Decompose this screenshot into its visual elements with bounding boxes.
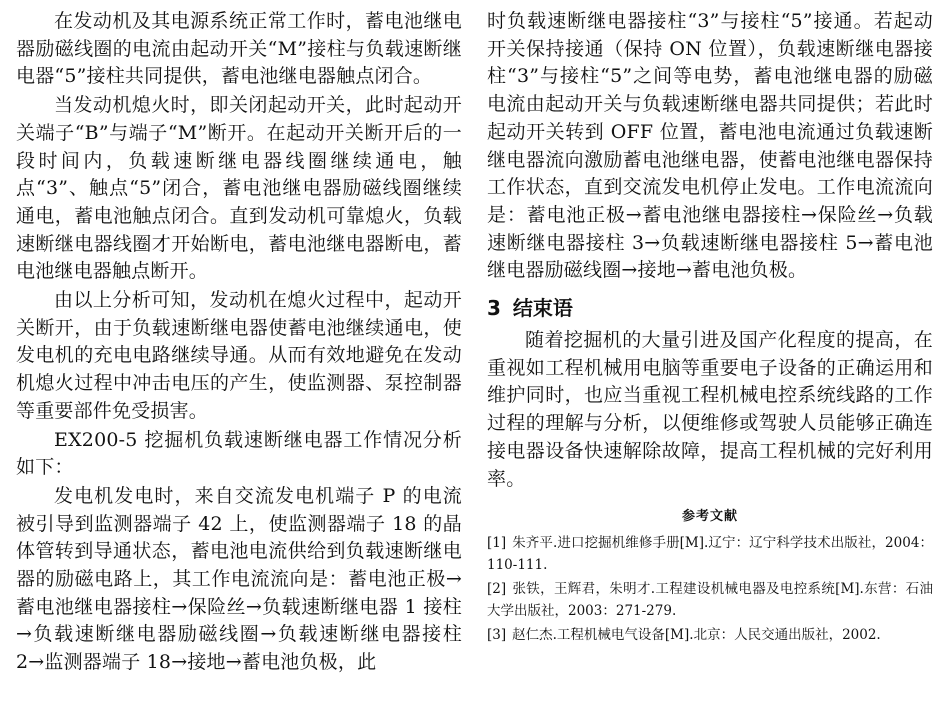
references-list [487, 532, 933, 646]
reference-item [487, 532, 933, 576]
body-paragraph-2: 当发动机熄火时，即关闭起动开关，此时起动开关端子“B”与端子“M”断开。在起动开关断开后的一段时间内，负载速断继电器线圈继续通电，触点“3”、触点“5”闭合，蓄电池继电器励磁线圈继续通电，蓄电池触点闭合。直到发动机可靠熄火，负载速断继电器线圈才开始断电，蓄电池继电器断电，蓄电池继电器触点断开。 [16, 94, 462, 283]
body-paragraph-5: 发电机发电时，来自交流发电机端子 P 的电流被引导到监测器端子 42 上，使监测器端子 18 的晶体管转到导通状态，蓄电池电流供给到负载速断继电器的励磁电路上，其工作电流流向是：蓄电池正极→蓄电池继电器接柱→保险丝→负载速断继电器 1 接柱→负载速断继电器励磁线圈→负载速断继电器接柱 2→监测器端子 18→接地→蓄电池负极，此 [16, 484, 462, 674]
reference-item [487, 624, 933, 646]
body-paragraph-1: 在发动机及其电源系统正常工作时，蓄电池继电器励磁线圈的电流由起动开关“M”接柱与负载速断继电器“5”接柱共同提供，蓄电池继电器触点闭合。 [16, 10, 462, 88]
right-column [487, 8, 933, 648]
section-title: 结束语 [512, 296, 573, 321]
references-title: 参考文献 [681, 509, 738, 525]
section-heading [487, 293, 933, 323]
continued-paragraph: 时负载速断继电器接柱“3”与接柱“5”接通。若起动开关保持接通（保持 ON 位置），负载速断继电器接柱“3”与接柱“5”之间等电势，蓄电池继电器的励磁电流由起动开关与负载速断继电器共同提供；若此时起动开关转到 OFF 位置，蓄电池电流通过负载速断继电器流向激励蓄电池继电器，使蓄电池继电器保持工作状态，直到交流发电机停止发电。工作电流流向是：蓄电池正极→蓄电池继电器接柱→保险丝→负载速断继电器接柱 3→负载速断继电器接柱 5→蓄电池继电器励磁线圈→接地→蓄电池负极。 [487, 10, 933, 282]
reference-index: [2] [487, 581, 507, 598]
reference-item [487, 578, 933, 622]
body-paragraph-3: 由以上分析可知，发动机在熄火过程中，起动开关断开，由于负载速断继电器使蓄电池继续通电，使发电机的充电电路继续导通。从而有效地避免在发动机熄火过程中冲击电压的产生，使监测器、泵控制器等重要部件免受损害。 [16, 289, 462, 422]
reference-index: [1] [487, 535, 507, 552]
section-number: 3 [487, 296, 501, 321]
reference-index: [3] [487, 627, 507, 644]
reference-text: 张铁，王辉君，朱明才.工程建设机械电器及电控系统[M].东营：石油大学出版社，2003：271-279. [487, 581, 933, 620]
conclusion-paragraph: 随着挖掘机的大量引进及国产化程度的提高，在重视如工程机械用电脑等重要电子设备的正确运用和维护同时，也应当重视工程机械电控系统线路的工作过程的理解与分析，以便维修或驾驶人员能够正确连接电器设备快速解除故障，提高工程机械的完好利用率。 [487, 329, 933, 490]
reference-text: 朱齐平.进口挖掘机维修手册[M].辽宁：辽宁科学技术出版社，2004：110-111. [487, 535, 933, 574]
body-paragraph-4: EX200-5 挖掘机负载速断继电器工作情况分析如下： [16, 428, 462, 479]
left-column [16, 8, 462, 678]
reference-text: 赵仁杰.工程机械电气设备[M].北京：人民交通出版社，2002. [512, 627, 881, 644]
